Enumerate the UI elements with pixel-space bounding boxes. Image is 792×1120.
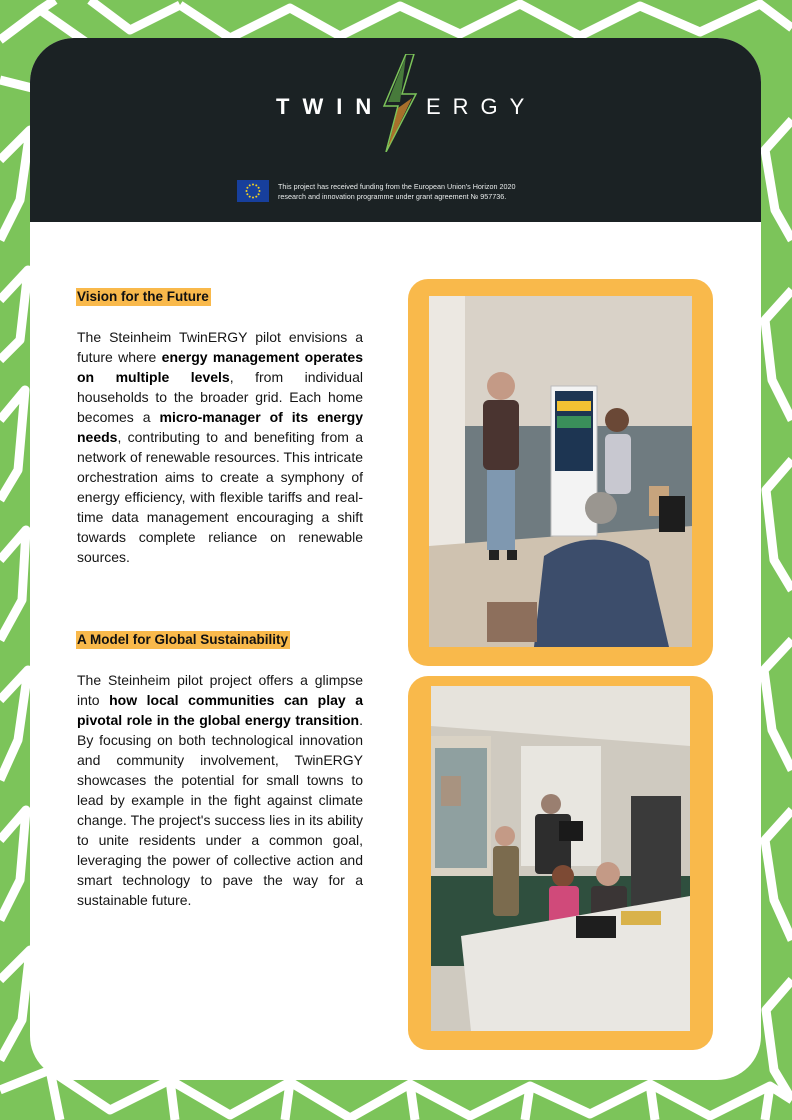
paragraph-bold-run: energy management operates on multiple levels (77, 349, 363, 385)
paragraph-bold-run: how local communities can play a pivotal role in the global energy transition (77, 692, 364, 728)
section-paragraph-model (77, 670, 363, 910)
eu-notice-line1: This project has received funding from the European Union's Horizon 2020 (278, 182, 516, 191)
section-heading-model: A Model for Global Sustainability (77, 632, 289, 647)
logo-text-twin: TWIN (276, 94, 385, 119)
paragraph-text-run: The Steinheim TwinERGY pilot envisions a future where (77, 329, 363, 365)
photo-frame-2 (408, 676, 713, 1050)
content-card (30, 38, 761, 1080)
paragraph-text-run: , from individual households to the broader grid. Each home becomes a (77, 369, 363, 425)
photo-frame-1 (408, 279, 713, 666)
section-paragraph-vision (77, 327, 363, 567)
paragraph-bold-run: micro-manager of its energy needs (77, 409, 363, 445)
lightning-bolt-icon (376, 54, 424, 152)
eu-flag-icon (237, 180, 269, 202)
eu-funding-notice (278, 182, 598, 202)
header-banner (30, 38, 761, 222)
twinergy-logo (276, 54, 537, 154)
eu-notice-line2: research and innovation programme under grant agreement № 957736. (278, 192, 507, 201)
section-heading-vision: Vision for the Future (77, 289, 209, 304)
paragraph-text-run: The Steinheim pilot project offers a glimpse into (77, 672, 363, 708)
paragraph-text-run: , contributing to and benefiting from a network of renewable resources. This intricate orchestration aims to create a symphony of energy efficiency, with flexible tariffs and real-time data management encouraging a shift towards complete reliance on renewable sources. (77, 429, 363, 565)
paragraph-text-run: . By focusing on both technological innovation and community involvement, TwinERGY showcases the potential for small towns to lead by example in the fight against climate change. The project's success lies in its ability to unite residents under a common goal, leveraging the power of collective action and smart technology to pave the way for a sustainable future. (77, 712, 363, 908)
photo-display-demonstration (429, 296, 692, 647)
photo-lecture-room (431, 686, 690, 1031)
logo-text-ergy: ERGY (426, 94, 537, 119)
